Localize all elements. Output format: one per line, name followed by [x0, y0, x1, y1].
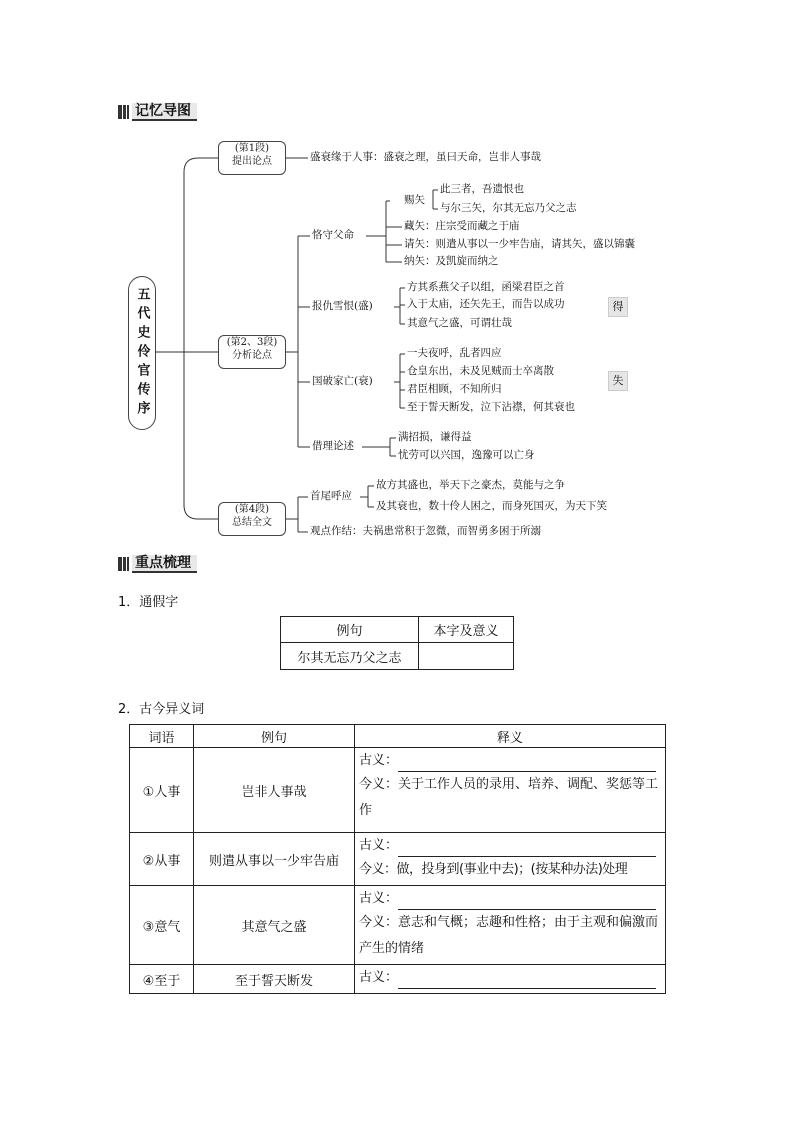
table-header-row: [130, 725, 666, 748]
table-cell-word: ③意气: [130, 886, 194, 965]
table-header: 释义: [355, 725, 666, 748]
heading-tongjiazi: 1．通假字: [118, 595, 179, 610]
node-sub: 总结全文: [232, 517, 272, 528]
table-cell-word: ④至于: [130, 965, 194, 994]
table-cell-word: ①人事: [130, 748, 194, 833]
mindmap-root: 五代史伶官传序: [128, 276, 156, 430]
table-header: 例句: [194, 725, 355, 748]
table-row: [130, 833, 666, 886]
branch-ci: 赐矢: [404, 194, 425, 206]
node-label: (第2、3段): [226, 337, 278, 348]
node-label: (第4段): [234, 504, 270, 515]
leaf-text: 及其衰也，数十伶人困之，而身死国灭，为天下笑: [376, 500, 607, 512]
leaf-text: 此三者，吾遗恨也: [440, 183, 524, 195]
leaf-text: 方其系燕父子以组，函梁君臣之首: [407, 281, 565, 293]
section-title: 记忆导图: [132, 103, 197, 121]
tag-de: 得: [608, 297, 628, 317]
gu-label: 古义：: [359, 970, 399, 985]
gu-row: [359, 888, 661, 910]
leaf-text: 藏矢：庄宗受而藏之于庙: [404, 220, 520, 232]
table-header: 本字及意义: [419, 617, 514, 643]
tag-shi: 失: [608, 371, 628, 391]
table-cell-example: 岂非人事哉: [194, 748, 355, 833]
jin-text: 今义：关于工作人员的录用、培养、调配、奖惩等工作: [359, 777, 659, 818]
leaf-text: 至于誓天断发，泣下沾襟，何其衰也: [407, 401, 575, 413]
table-row: [130, 886, 666, 965]
table-row: [130, 965, 666, 994]
table-cell: 尔其无忘乃父之志: [281, 643, 419, 670]
leaf-text: 与尔三矢，尔其无忘乃父之志: [440, 202, 577, 214]
node-label: (第1段): [234, 143, 270, 154]
gu-label: 古义：: [359, 753, 399, 768]
node-sub: 提出论点: [232, 156, 272, 167]
leaf-text: 仓皇东出，未及见贼而士卒离散: [407, 365, 554, 377]
answer-blank[interactable]: [398, 974, 656, 989]
section-title: 重点梳理: [132, 555, 197, 573]
mindmap-connectors: [0, 0, 794, 560]
leaf-text: 请矢：则遣从事以一少牢告庙，请其矢，盛以锦囊: [404, 238, 635, 250]
jin-text: 今义：做，投身到(事业中去)；(按某种办法)处理: [359, 862, 628, 877]
node-sub: 分析论点: [232, 350, 272, 361]
table-header-row: [281, 617, 514, 643]
leaf-text: 其意气之盛，可谓壮哉: [407, 317, 512, 329]
gu-label: 古义：: [359, 891, 399, 906]
p3-conclusion: 观点作结：夫祸患常积于忽微，而智勇多困于所溺: [310, 525, 541, 537]
table-row: [130, 748, 666, 833]
leaf-text: 忧劳可以兴国，逸豫可以亡身: [398, 449, 535, 461]
table-header: 词语: [130, 725, 194, 748]
branch-title: 国破家亡(衰): [312, 375, 373, 387]
table-cell-example: 其意气之盛: [194, 886, 355, 965]
gujinyiyi-table: [129, 724, 666, 994]
section-header-key-points: [118, 556, 197, 572]
branch-title: 恪守父命: [312, 229, 354, 241]
leaf-text: 君臣相顾，不知所归: [407, 383, 502, 395]
table-row: [281, 643, 514, 670]
gu-row: [359, 835, 661, 857]
node-paragraph-2-3: [218, 335, 286, 369]
table-cell-example: 则遣从事以一少牢告庙: [194, 833, 355, 886]
branch-title: 首尾呼应: [310, 490, 352, 502]
table-cell-meaning: [355, 886, 666, 965]
table-header: 例句: [281, 617, 419, 643]
p1-text: 盛衰缘于人事：盛衰之理，虽曰天命，岂非人事哉: [310, 151, 541, 163]
tongjiazi-table: [280, 616, 514, 670]
leaf-text: 满招损，谦得益: [398, 431, 472, 443]
node-paragraph-1: [218, 141, 286, 175]
gu-row: [359, 750, 661, 772]
branch-title: 借理论述: [312, 440, 354, 452]
section-marker-icon: [118, 557, 130, 571]
answer-blank[interactable]: [398, 842, 656, 857]
branch-title: 报仇雪恨(盛): [312, 300, 373, 312]
table-cell-example: 至于誓天断发: [194, 965, 355, 994]
table-cell-meaning: [355, 748, 666, 833]
table-cell-word: ②从事: [130, 833, 194, 886]
heading-gujinyiyici: 2．古今异义词: [118, 702, 205, 717]
answer-blank[interactable]: [398, 757, 656, 772]
jin-text: 今义：意志和气概；志趣和性格；由于主观和偏激而产生的情绪: [359, 915, 659, 956]
table-cell-meaning: [355, 833, 666, 886]
node-paragraph-4: [218, 502, 286, 536]
answer-blank[interactable]: [398, 895, 656, 910]
leaf-text: 一夫夜呼，乱者四应: [407, 347, 502, 359]
gu-label: 古义：: [359, 838, 399, 853]
leaf-text: 故方其盛也，举天下之豪杰，莫能与之争: [376, 479, 565, 491]
gu-row: [359, 967, 661, 989]
leaf-text: 纳矢：及凯旋而纳之: [404, 255, 499, 267]
leaf-text: 入于太庙，还矢先王，而告以成功: [407, 298, 565, 310]
table-cell-meaning: [355, 965, 666, 994]
table-cell: [419, 643, 514, 670]
